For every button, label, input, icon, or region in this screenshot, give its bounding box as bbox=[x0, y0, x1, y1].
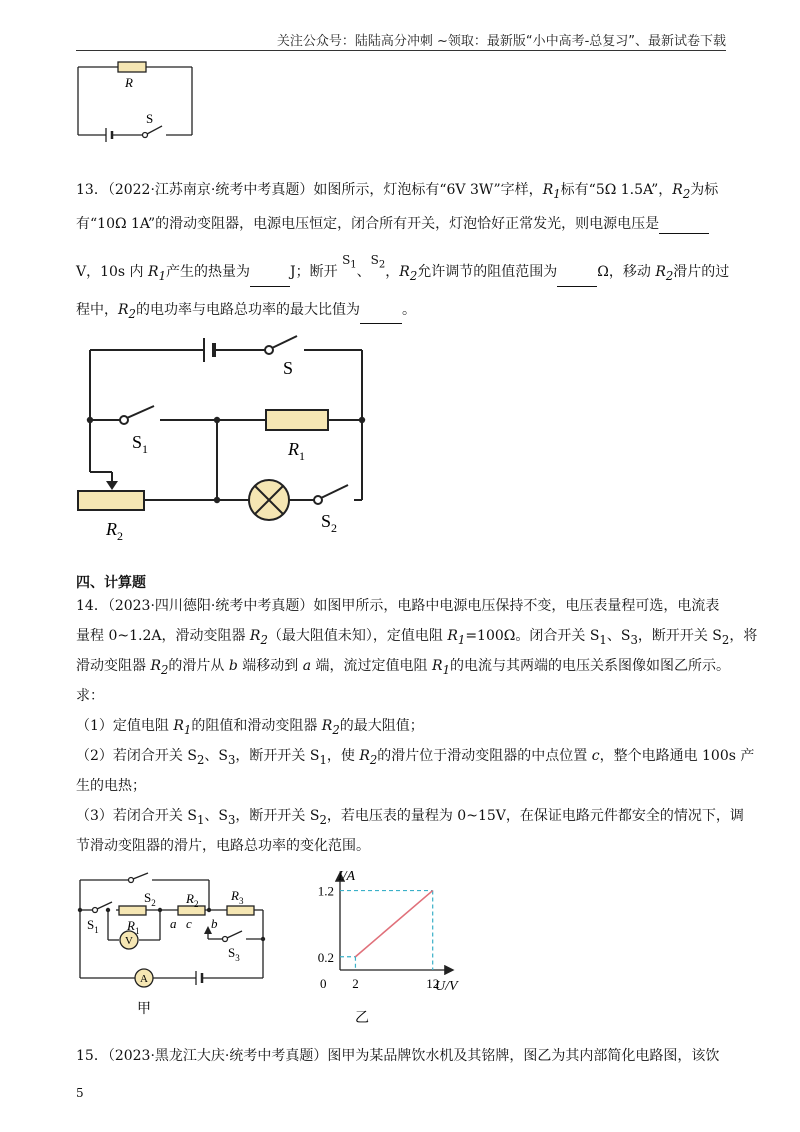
fig-yi-chart bbox=[300, 862, 480, 1027]
q15-line1: 15．（2023·黑龙江大庆·统考中考真题）图甲为某品牌饮水机及其铭牌，图乙为其内部简化电路图，该饮 bbox=[76, 1048, 720, 1064]
fig-yi-caption: 乙 bbox=[355, 1011, 369, 1026]
answer-blank[interactable] bbox=[250, 270, 290, 287]
q13-r2-label: $R_2$ bbox=[106, 519, 123, 543]
q13-s1-label: $S_1$ bbox=[132, 432, 149, 456]
jia-s2-label: $S_2$ bbox=[144, 890, 156, 908]
x-tick-label: 2 bbox=[352, 976, 359, 991]
q14-line2: 量程 0~1.2A，滑动变阻器 $R_2$（最大阻值未知），定值电阻 $R_1=100\Omega$。闭合开关 $S_1$、$S_3$，断开开关 $S_2$，将 bbox=[76, 628, 758, 647]
page-header: 关注公众号：陆陆高分冲刺 ~领取：最新版“小中高考-总复习”、最新试卷下载 bbox=[276, 34, 726, 49]
q14-line1: 14．（2023·四川德阳·统考中考真题）如图甲所示，电路中电源电压保持不变，电压表量程可选，电流表 bbox=[76, 598, 720, 614]
answer-blank[interactable] bbox=[557, 270, 597, 287]
series-line-r1 bbox=[355, 891, 432, 957]
q13-s-label: S bbox=[283, 358, 294, 378]
y-tick-label: 1.2 bbox=[317, 883, 334, 899]
jia-r3-label: $R_3$ bbox=[231, 888, 244, 906]
header-divider bbox=[76, 50, 726, 51]
jia-a-label: a bbox=[170, 916, 177, 931]
q13-line3: V，10s 内 $R_1$产生的热量为 J；断开 $S_1$、$S_2$，$R_2$允许调节的阻值范围为 Ω，移动 $R_2$滑片的过 bbox=[76, 262, 729, 287]
x-axis-label: U/V bbox=[435, 979, 458, 994]
q13-line2: 有“10Ω 1A”的滑动变阻器，电源电压恒定，闭合所有开关，灯泡恰好正常发光，则电源电压是 bbox=[76, 214, 709, 234]
q13-circuit-diagram bbox=[72, 330, 382, 545]
x-tick-label: 12 bbox=[426, 976, 440, 991]
jia-c-label: c bbox=[186, 916, 192, 931]
q14-sub3-line1: （3）若闭合开关 $S_1$、$S_3$，断开开关 $S_2$，若电压表的量程为 0~15V，在保证电路元件都安全的情况下，调 bbox=[76, 808, 744, 827]
jia-r1-label: $R_1$ bbox=[127, 918, 140, 936]
voltmeter-label: V bbox=[125, 935, 133, 947]
q14-sub2-line1: （2）若闭合开关 $S_2$、$S_3$，断开开关 $S_1$，使 $R_2$的滑片位于滑动变阻器的中点位置 c，整个电路通电 100s 产 bbox=[76, 748, 755, 767]
q13-s2-label: $S_2$ bbox=[321, 511, 338, 535]
ammeter-label: A bbox=[140, 973, 148, 985]
page-number: 5 bbox=[76, 1086, 84, 1100]
answer-blank[interactable] bbox=[659, 217, 709, 234]
y-axis-label: I/A bbox=[338, 869, 356, 884]
q13-line4: 程中，$R_2$的电功率与电路总功率的最大比值为 。 bbox=[76, 300, 416, 324]
q14-sub3-line2: 节滑动变阻器的滑片，电路总功率的变化范围。 bbox=[76, 838, 370, 854]
top-circuit-diagram bbox=[70, 55, 200, 150]
q14-sub1: （1）定值电阻 $R_1$的阻值和滑动变阻器 $R_2$的最大阻值； bbox=[76, 718, 424, 737]
y-tick-label: 0.2 bbox=[317, 949, 334, 965]
q14-sub2-line2: 生的电热； bbox=[76, 778, 146, 794]
fig-jia-caption: 甲 bbox=[137, 1002, 151, 1017]
top-r-label: R bbox=[125, 75, 133, 90]
top-s-label: S bbox=[146, 111, 154, 126]
jia-s1-label: $S_1$ bbox=[87, 917, 99, 935]
section-title: 四、计算题 bbox=[76, 575, 146, 591]
q14-line4: 求： bbox=[76, 688, 104, 704]
jia-r2-label: $R_2$ bbox=[186, 891, 199, 909]
fig-jia-circuit bbox=[72, 872, 272, 1022]
answer-blank[interactable] bbox=[360, 307, 402, 324]
jia-s3-label: $S_3$ bbox=[228, 945, 240, 963]
q13-r1-label: $R_1$ bbox=[288, 439, 305, 463]
jia-b-label: b bbox=[211, 916, 218, 931]
q13-line1: 13．（2022·江苏南京·统考中考真题）如图所示，灯泡标有“6V 3W”字样，$R_1$标有“5Ω 1.5A”，$R_2$为标 bbox=[76, 182, 719, 201]
origin-label: 0 bbox=[320, 976, 327, 991]
q14-line3: 滑动变阻器 $R_2$的滑片从 b 端移动到 a 端，流过定值电阻 $R_1$的电流与其两端的电压关系图像如图乙所示。 bbox=[76, 658, 730, 677]
